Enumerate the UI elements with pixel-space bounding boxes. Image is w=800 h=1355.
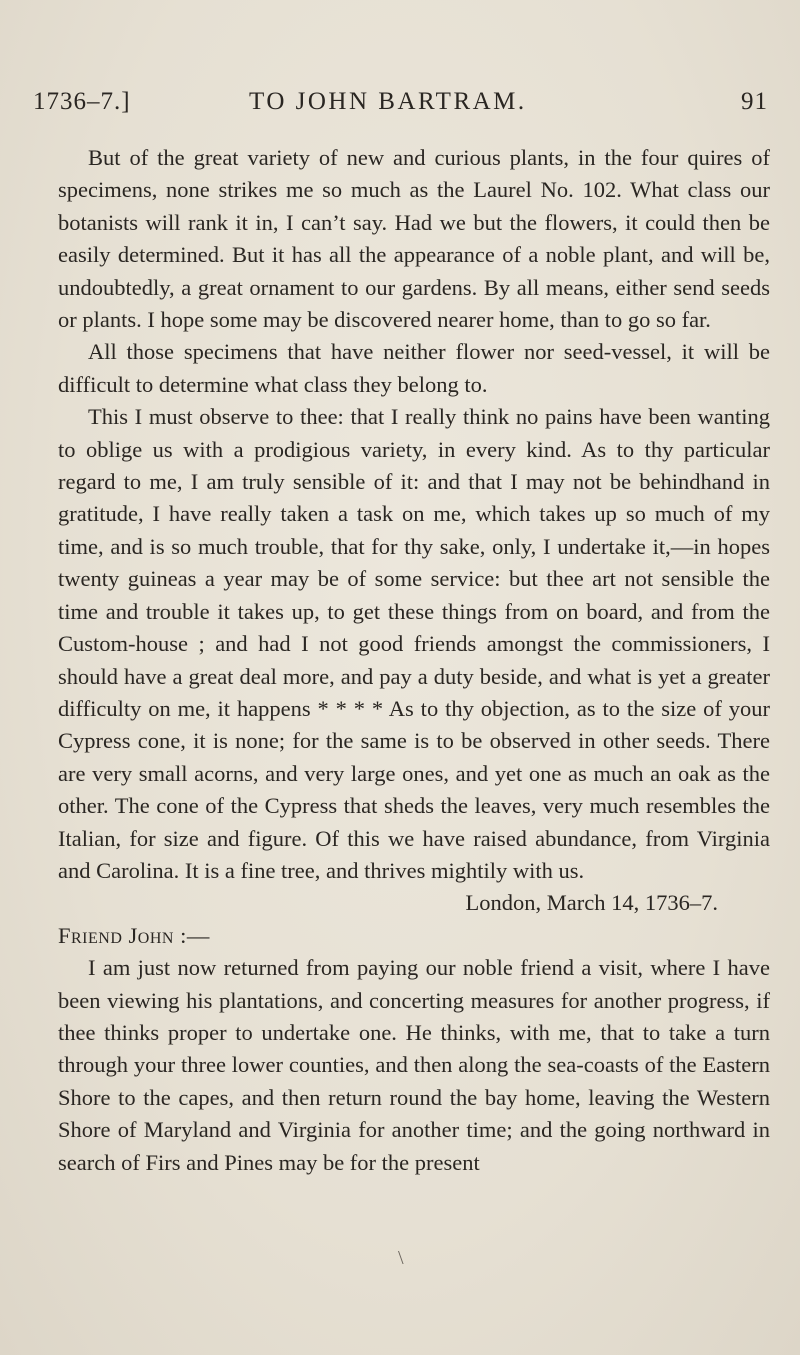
paragraph: All those specimens that have neither flower nor seed-vessel, it will be difficult to determine what class they belong to. <box>58 339 770 397</box>
dateline: London, March 14, 1736–7. <box>465 890 718 916</box>
printer-mark: \ <box>398 1247 404 1269</box>
salutation: Friend John :— <box>58 922 210 948</box>
page-number: 91 <box>741 88 768 115</box>
paragraph: I am just now returned from paying our noble friend a visit, where I have been viewing his plantations, and concerting measures for another progress, if thee thinks proper to undertake one. He thinks, with me, that to take a turn through your three lower counties, and then along the sea-coasts of the Eastern Shore to the capes, and then return round the bay home, leaving the Western Shore of Maryland and Virginia for another time; and the going northward in search of Firs and Pines may be for the present <box>58 955 770 1175</box>
header-title: TO JOHN BARTRAM. <box>249 88 527 115</box>
running-header <box>33 88 768 124</box>
main-text <box>58 142 770 1179</box>
header-year: 1736–7.] <box>33 88 131 115</box>
paragraph: This I must observe to thee: that I really think no pains have been wanting to oblige us with a prodigious variety, in every kind. As to thy particular regard to me, I am truly sensible of it: and that I may not be behindhand in gratitude, I have really taken a task on me, which takes up so much of my time, and is so much trouble, that for thy sake, only, I undertake it,—in hopes twenty guineas a year may be of some service: but thee art not sensible the time and trouble it takes up, to get these things from on board, and from the Custom-house ; and had I not good friends amongst the commissioners, I should have a great deal more, and pay a duty beside, and what is yet a greater difficulty on me, it happens * * * * As to thy objection, as to the size of your Cypress cone, it is none; for the same is to be observed in other seeds. There are very small acorns, and very large ones, and yet one as much an oak as the other. The cone of the Cypress that sheds the leaves, very much resembles the Italian, for size and figure. Of this we have raised abundance, from Virginia and Carolina. It is a fine tree, and thrives mightily with us. <box>58 404 770 883</box>
paragraph: But of the great variety of new and curious plants, in the four quires of specimens, none strikes me so much as the Laurel No. 102. What class our botanists will rank it in, I can’t say. Had we but the flowers, it could then be easily determined. But it has all the appearance of a noble plant, and will be, undoubtedly, a great ornament to our gardens. By all means, either send seeds or plants. I hope some may be discovered nearer home, than to go so far. <box>58 145 770 333</box>
